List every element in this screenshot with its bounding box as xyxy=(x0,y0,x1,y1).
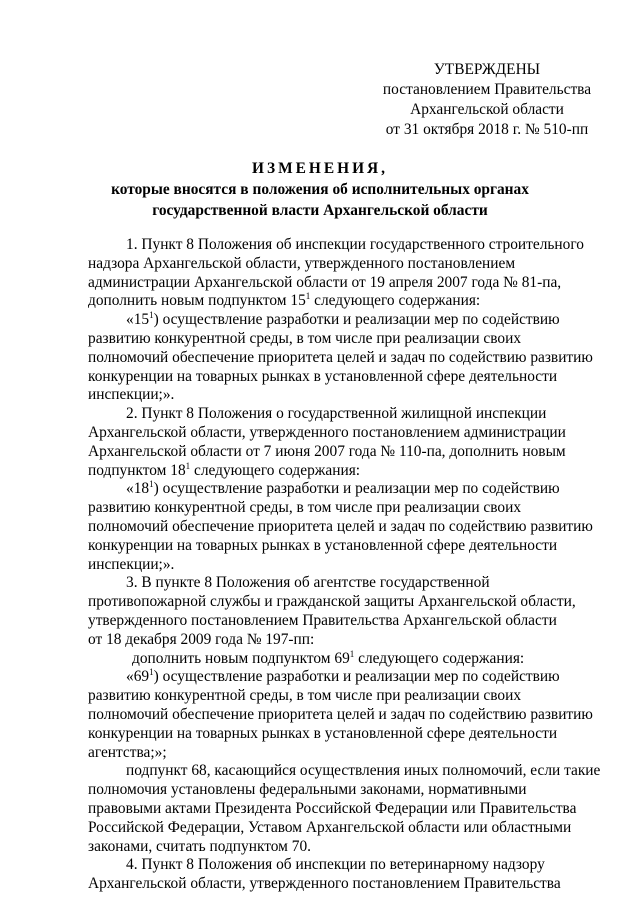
quoted-line: полномочий обеспечение приоритета целей и задач по содействию развитию xyxy=(88,348,593,366)
approval-line: постановлением Правительства xyxy=(382,81,592,98)
text-line: дополнить новым подпунктом $69^1$ следующего содержания: xyxy=(132,648,525,667)
text-line: утвержденного постановлением Правительства Архангельской области xyxy=(88,611,557,629)
text-line: 1. Пункт 8 Положения об инспекции государственного строительного xyxy=(126,236,584,253)
text-line: 3. В пункте 8 Положения об агентстве государственной xyxy=(126,574,490,592)
text-line: 4. Пункт 8 Положения об инспекции по ветеринарному надзору xyxy=(126,856,545,874)
quoted-line: «$15^1$) осуществление разработки и реализации мер по содействию xyxy=(126,310,560,329)
text-line: Архангельской области, утвержденного постановлением Правительства xyxy=(88,875,561,893)
text-line: полномочия установлены федеральными законами, нормативными xyxy=(88,781,527,799)
text-line: подпункт 68, касающийся осуществления иных полномочий, если такие xyxy=(126,762,601,780)
quoted-line: «$69^1$) осуществление разработки и реализации мер по содействию xyxy=(126,667,560,686)
text-line: подпунктом $18^1$ следующего содержания: xyxy=(88,460,361,479)
text-line: Российской Федерации, Уставом Архангельской области или областными xyxy=(88,818,572,836)
quoted-line: конкуренции на товарных рынках в установленной сфере деятельности xyxy=(88,536,558,554)
quoted-line: развитию конкурентной среды, в том числе при реализации своих xyxy=(88,687,522,705)
text-line: правовыми актами Президента Российской Федерации или Правительства xyxy=(88,799,577,817)
approval-line: Архангельской области xyxy=(410,101,564,118)
approval-date-number: от 31 октября 2018 г. № 510-пп xyxy=(385,121,589,138)
document-title: ИЗМЕНЕНИЯ, xyxy=(251,160,389,177)
text-line: противопожарной службы и гражданской защиты Архангельской области, xyxy=(88,593,576,611)
text-line: 2. Пункт 8 Положения о государственной жилищной инспекции xyxy=(126,405,547,423)
text-line: надзора Архангельской области, утвержденного постановлением xyxy=(88,254,516,272)
text-line: дополнить новым подпунктом $15^1$ следующего содержания: xyxy=(88,291,481,310)
text-line: Архангельской области, утвержденного постановлением администрации xyxy=(88,423,566,441)
text-line: Архангельской области от 7 июня 2007 года № 110-па, дополнить новым xyxy=(88,442,566,460)
quoted-line: развитию конкурентной среды, в том числе при реализации своих xyxy=(88,499,522,517)
subtitle-line: государственной власти Архангельской области xyxy=(152,202,488,219)
quoted-line: развитию конкурентной среды, в том числе при реализации своих xyxy=(88,329,522,347)
quoted-line: «$18^1$) осуществление разработки и реализации мер по содействию xyxy=(126,479,560,498)
approval-stamp xyxy=(352,60,622,140)
text-line: от 18 декабря 2009 года № 197-пп: xyxy=(88,630,315,648)
approval-heading: УТВЕРЖДЕНЫ xyxy=(433,61,541,78)
quoted-line: инспекции;». xyxy=(88,386,175,404)
quoted-line: конкуренции на товарных рынках в установленной сфере деятельности xyxy=(88,724,558,742)
document-title-block xyxy=(92,159,548,221)
paragraph-item-1 xyxy=(88,236,596,405)
paragraph-item-4 xyxy=(88,856,596,894)
text-line: администрации Архангельской области от 19 апреля 2007 года № 81-па, xyxy=(88,273,562,291)
quoted-line: агентства;»; xyxy=(88,743,167,761)
quoted-line: полномочий обеспечение приоритета целей и задач по содействию развитию xyxy=(88,705,593,723)
text-line: законами, считать подпунктом 70. xyxy=(88,837,311,855)
quoted-line: полномочий обеспечение приоритета целей и задач по содействию развитию xyxy=(88,517,593,535)
document-subtitle xyxy=(92,179,548,221)
quoted-line: инспекции;». xyxy=(88,555,175,573)
paragraph-item-3 xyxy=(88,574,601,856)
subtitle-line: которые вносятся в положения об исполнительных органах xyxy=(111,181,529,198)
quoted-line: конкуренции на товарных рынках в установленной сфере деятельности xyxy=(88,367,558,385)
paragraph-item-2 xyxy=(88,405,596,574)
document-body xyxy=(88,236,601,894)
